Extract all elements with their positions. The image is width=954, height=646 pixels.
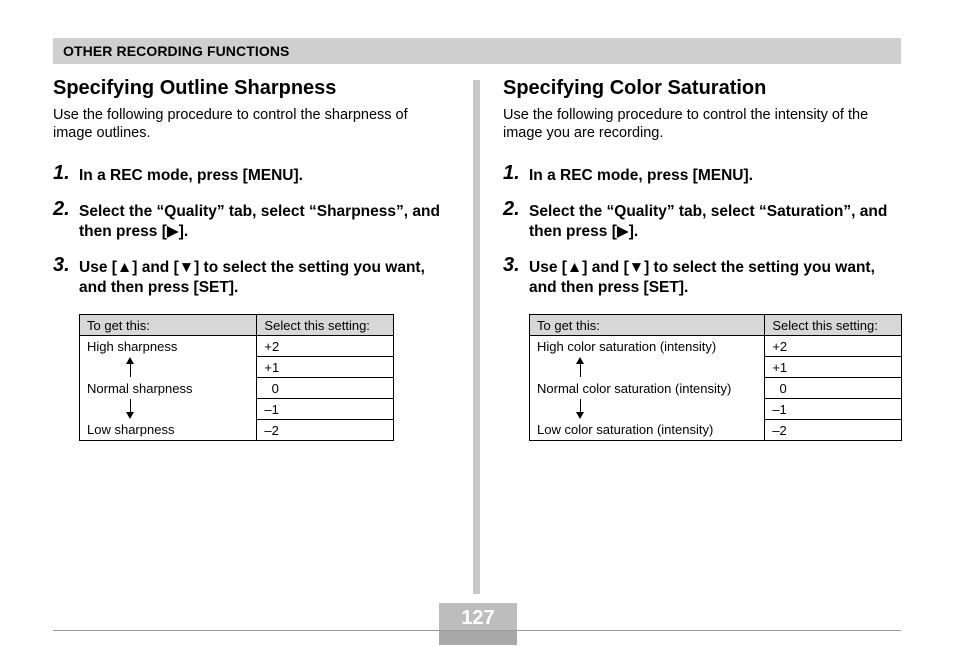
column-divider (473, 80, 480, 594)
table-header-cell: Select this setting: (765, 315, 902, 336)
table-cell: High color saturation (intensity) (530, 336, 765, 357)
right-step-2 (503, 198, 903, 242)
table-cell: +2 (257, 336, 394, 357)
table-row (80, 420, 394, 441)
step-number: 2. (53, 198, 70, 220)
right-intro: Use the following procedure to control the intensity of the image you are recording. (503, 107, 869, 141)
table-row (80, 357, 394, 378)
sharpness-table (79, 314, 394, 441)
left-heading: Specifying Outline Sharpness (53, 77, 337, 99)
step-number: 2. (503, 198, 520, 220)
step-text: Select the “Quality” tab, select “Sharpness”, and then press [▶]. (79, 203, 440, 240)
step-text: Use [▲] and [▼] to select the setting you want, and then press [SET]. (529, 259, 875, 296)
table-cell: Normal color saturation (intensity) (530, 378, 765, 399)
table-cell (530, 357, 765, 378)
page-number-box (439, 603, 517, 645)
table-row (530, 357, 902, 378)
table-cell (80, 357, 257, 378)
page-number: 127 (461, 607, 495, 629)
table-row (80, 378, 394, 399)
section-header-bar (53, 38, 901, 64)
left-step-2 (53, 198, 453, 242)
step-number: 3. (503, 254, 520, 276)
left-steps (53, 162, 453, 298)
table-cell: Low color saturation (intensity) (530, 420, 765, 441)
right-column (503, 76, 903, 314)
arrow-down-icon (580, 399, 581, 415)
step-text: In a REC mode, press [MENU]. (79, 167, 303, 184)
table-cell: –2 (765, 420, 902, 441)
table-header-row (530, 315, 902, 336)
table-cell: +1 (257, 357, 394, 378)
left-intro: Use the following procedure to control the sharpness of image outlines. (53, 107, 408, 141)
table-row (530, 378, 902, 399)
table-cell: 0 (765, 378, 902, 399)
step-text: Use [▲] and [▼] to select the setting you want, and then press [SET]. (79, 259, 425, 296)
saturation-table (529, 314, 902, 441)
right-steps (503, 162, 903, 298)
left-step-3 (53, 254, 453, 298)
table-cell: –1 (257, 399, 394, 420)
table-row (530, 399, 902, 420)
right-step-3 (503, 254, 903, 298)
right-heading: Specifying Color Saturation (503, 77, 767, 99)
step-text: In a REC mode, press [MENU]. (529, 167, 753, 184)
right-step-1 (503, 162, 903, 186)
footer-rule (53, 630, 901, 631)
table-cell: –1 (765, 399, 902, 420)
table-cell: Normal sharpness (80, 378, 257, 399)
table-header-cell: To get this: (530, 315, 765, 336)
step-text: Select the “Quality” tab, select “Saturation”, and then press [▶]. (529, 203, 888, 240)
arrow-up-icon (130, 361, 131, 377)
table-cell: Low sharpness (80, 420, 257, 441)
table-header-row (80, 315, 394, 336)
table-row (80, 336, 394, 357)
left-step-1 (53, 162, 453, 186)
step-number: 1. (503, 162, 520, 184)
table-row (80, 399, 394, 420)
table-cell (530, 399, 765, 420)
table-cell: –2 (257, 420, 394, 441)
arrow-down-icon (130, 399, 131, 415)
table-header-cell: To get this: (80, 315, 257, 336)
table-header-cell: Select this setting: (257, 315, 394, 336)
section-title: OTHER RECORDING FUNCTIONS (63, 43, 290, 59)
table-row (530, 336, 902, 357)
left-column (53, 76, 453, 314)
arrow-up-icon (580, 361, 581, 377)
step-number: 1. (53, 162, 70, 184)
table-cell: High sharpness (80, 336, 257, 357)
step-number: 3. (53, 254, 70, 276)
table-cell: 0 (257, 378, 394, 399)
table-cell: +1 (765, 357, 902, 378)
table-row (530, 420, 902, 441)
table-cell (80, 399, 257, 420)
table-cell: +2 (765, 336, 902, 357)
